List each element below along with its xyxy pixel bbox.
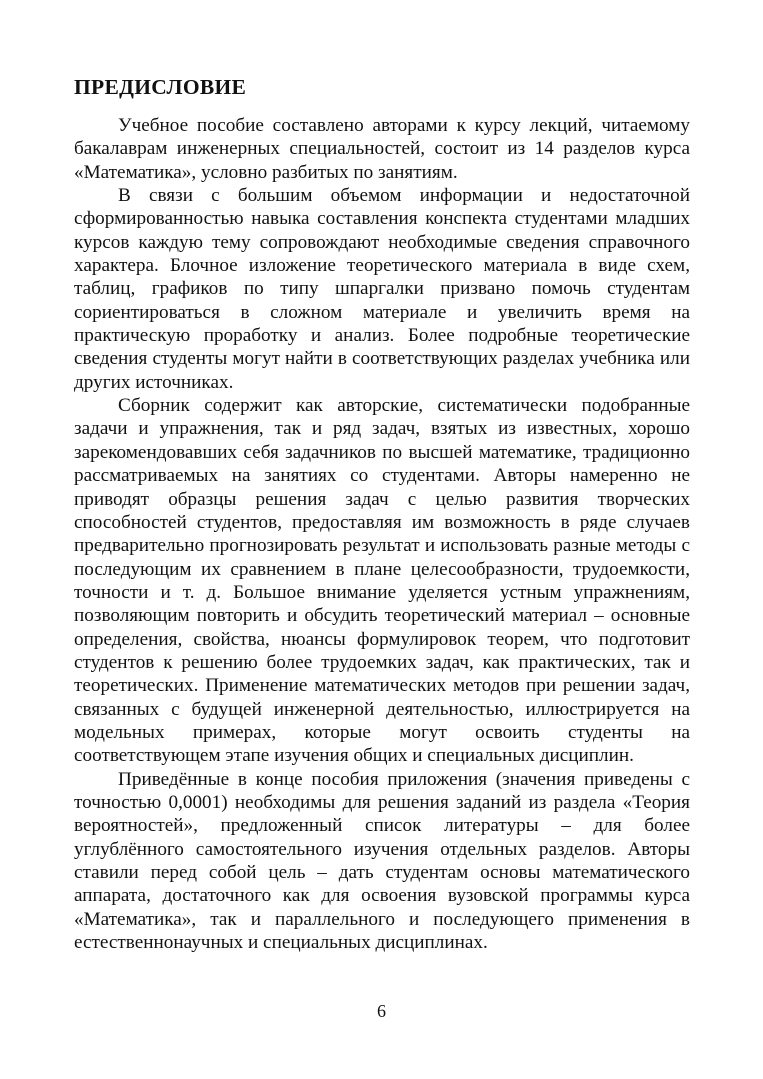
preface-body [74,114,690,954]
page-number: 6 [377,1001,386,1021]
paragraph-3: Сборник содержит как авторские, систематически подобранные задачи и упражнения, так и ряд задач, взятых из известных, хорошо зарекомендовавших себя задачников по высшей математике, традиционно рассматриваемых на занятиях со студентами. Авторы намеренно не приводят образцы решения задач с целью развития творческих способностей студентов, предоставляя им возможность в ряде случаев предварительно прогнозировать результат и использовать разные методы с последующим их сравнением в плане целесообразности, трудоемкости, точности и т. д. Большое внимание уделяется устным упражнениям, позволяющим повторить и обсудить теоретический материал – основные определения, свойства, нюансы формулировок теорем, что подготовит студентов к решению более трудоемких задач, как практических, так и теоретических. Применение математических методов при решении задач, связанных с будущей инженерной деятельностью, иллюстрируется на модельных примерах, которые могут освоить студенты на соответствующем этапе изучения общих и специальных дисциплин. [74,395,690,767]
paragraph-1: Учебное пособие составлено авторами к курсу лекций, читаемому бакалаврам инженерных специальностей, состоит из 14 разделов курса «Математика», условно разбитых по занятиям. [74,115,690,183]
paragraph-2: В связи с большим объемом информации и недостаточной сформированностью навыка составления конспекта студентами младших курсов каждую тему сопровождают необходимые сведения справочного характера. Блочное изложение теоретического материала в виде схем, таблиц, графиков по типу шпаргалки призвано помочь студентам сориентироваться в сложном материале и увеличить время на практическую проработку и анализ. Более подробные теоретические сведения студенты могут найти в соответствующих разделах учебника или других источниках. [74,185,690,393]
page-title: ПРЕДИСЛОВИЕ [74,75,247,99]
paragraph-4: Приведённые в конце пособия приложения (значения приведены с точностью 0,0001) необходимы для решения заданий из раздела «Теория вероятностей», предложенный список литературы – для более углублённого самостоятельного изучения отдельных разделов. Авторы ставили перед собой цель – дать студентам основы математического аппарата, достаточного как для освоения вузовской программы курса «Математика», так и параллельного и последующего применения в естественнонаучных и специальных дисциплинах. [74,768,690,954]
